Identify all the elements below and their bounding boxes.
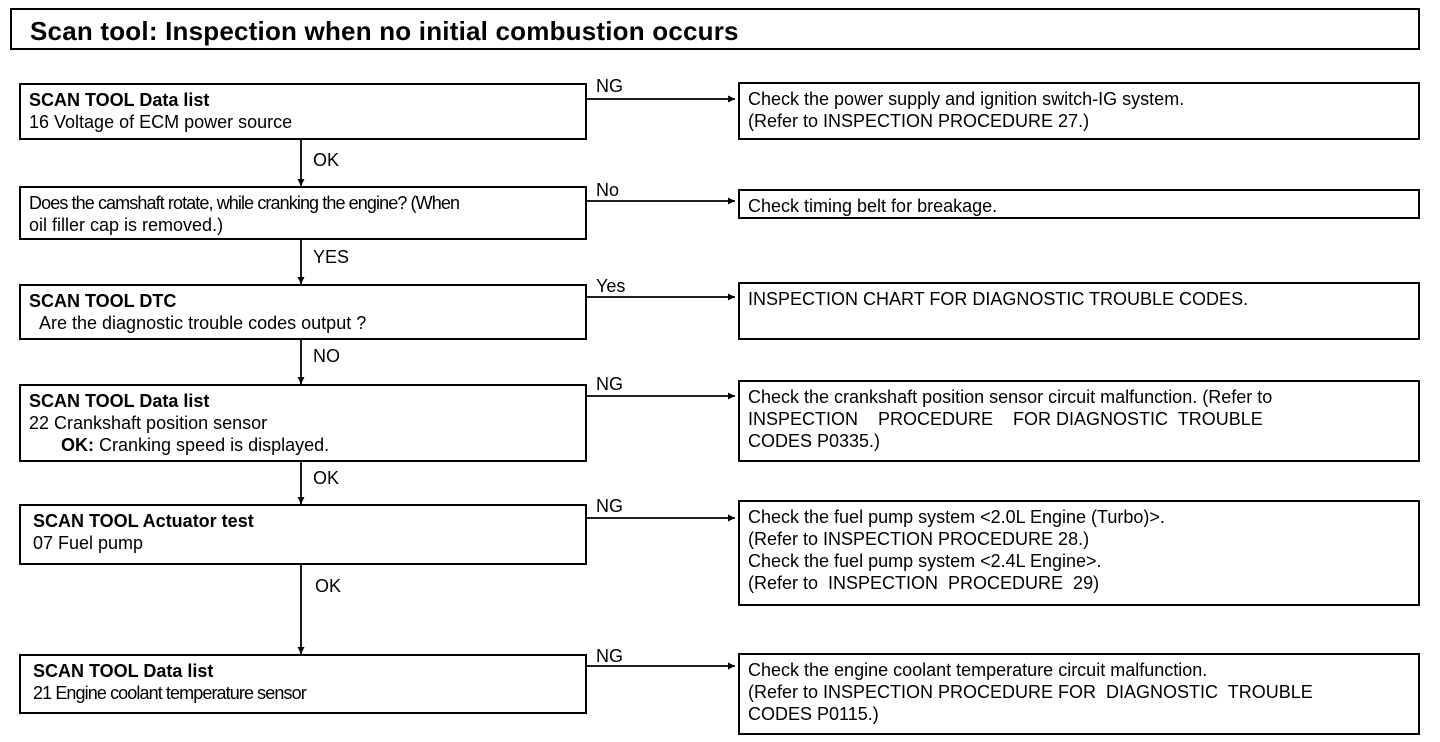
result-1-line-1: Check the power supply and ignition switch-IG system. <box>748 89 1185 109</box>
step-5-branch-label: NG <box>596 496 623 516</box>
step-2-branch-label: No <box>596 180 620 200</box>
step-3-next-label: NO <box>313 346 340 366</box>
result-5-line-1: Check the fuel pump system <2.0L Engine (Turbo)>. <box>748 507 1165 527</box>
step-3-line-1: SCAN TOOL DTC <box>29 291 177 311</box>
step-2-box <box>19 186 587 240</box>
step-4-box <box>19 384 587 462</box>
step-1-next-label: OK <box>313 150 340 170</box>
result-4-line-2: INSPECTION PROCEDURE FOR DIAGNOSTIC TROUBLE <box>748 409 1263 429</box>
result-2-line-1: Check timing belt for breakage. <box>748 196 998 216</box>
step-6-line-2: 21 Engine coolant temperature sensor <box>33 683 306 703</box>
result-6-box <box>738 653 1420 735</box>
step-4-ok-line <box>29 434 577 456</box>
step-4-ok-label: OK: <box>61 435 94 455</box>
step-1-box <box>19 83 587 140</box>
result-4-line-1: Check the crankshaft position sensor circuit malfunction. (Refer to <box>748 387 1273 407</box>
step-4-line-1: SCAN TOOL Data list <box>29 391 210 411</box>
step-5-box <box>19 504 587 565</box>
result-5-line-4: (Refer to INSPECTION PROCEDURE 29) <box>748 573 1100 593</box>
step-1-line-2: 16 Voltage of ECM power source <box>29 112 293 132</box>
result-5-line-2: (Refer to INSPECTION PROCEDURE 28.) <box>748 529 1090 549</box>
result-6-line-2: (Refer to INSPECTION PROCEDURE FOR DIAGNOSTIC TROUBLE <box>748 682 1313 702</box>
result-4-line-3: CODES P0335.) <box>748 431 881 451</box>
step-6-line-1: SCAN TOOL Data list <box>33 661 214 681</box>
step-5-line-2: 07 Fuel pump <box>33 533 144 553</box>
step-6-box <box>19 654 587 714</box>
result-5-box <box>738 500 1420 606</box>
result-5-line-3: Check the fuel pump system <2.4L Engine>. <box>748 551 1102 571</box>
step-2-next-label: YES <box>313 247 350 267</box>
step-4-branch-label: NG <box>596 374 623 394</box>
step-2-line-1: Does the camshaft rotate, while cranking the engine? (When <box>29 193 460 213</box>
result-3-box <box>738 282 1420 340</box>
result-6-line-3: CODES P0115.) <box>748 704 879 724</box>
result-2-box <box>738 189 1420 219</box>
step-4-next-label: OK <box>313 468 340 488</box>
result-3-line-1: INSPECTION CHART FOR DIAGNOSTIC TROUBLE CODES. <box>748 289 1249 309</box>
step-6-branch-label: NG <box>596 646 623 666</box>
step-5-line-1: SCAN TOOL Actuator test <box>33 511 254 531</box>
step-1-branch-label: NG <box>596 76 623 96</box>
step-1-line-1: SCAN TOOL Data list <box>29 90 210 110</box>
step-3-line-2: Are the diagnostic trouble codes output ? <box>39 313 367 333</box>
step-4-line-2: 22 Crankshaft position sensor <box>29 413 268 433</box>
step-4-ok-text: Cranking speed is displayed. <box>99 435 330 455</box>
result-1-line-2: (Refer to INSPECTION PROCEDURE 27.) <box>748 111 1090 131</box>
result-1-box <box>738 82 1420 140</box>
step-2-line-2: oil filler cap is removed.) <box>29 215 224 235</box>
step-5-next-label: OK <box>315 576 342 596</box>
result-6-line-1: Check the engine coolant temperature circuit malfunction. <box>748 660 1208 680</box>
step-3-box <box>19 284 587 340</box>
page-title: Scan tool: Inspection when no initial combustion occurs <box>30 16 739 46</box>
result-4-box <box>738 380 1420 462</box>
step-3-branch-label: Yes <box>596 276 626 296</box>
